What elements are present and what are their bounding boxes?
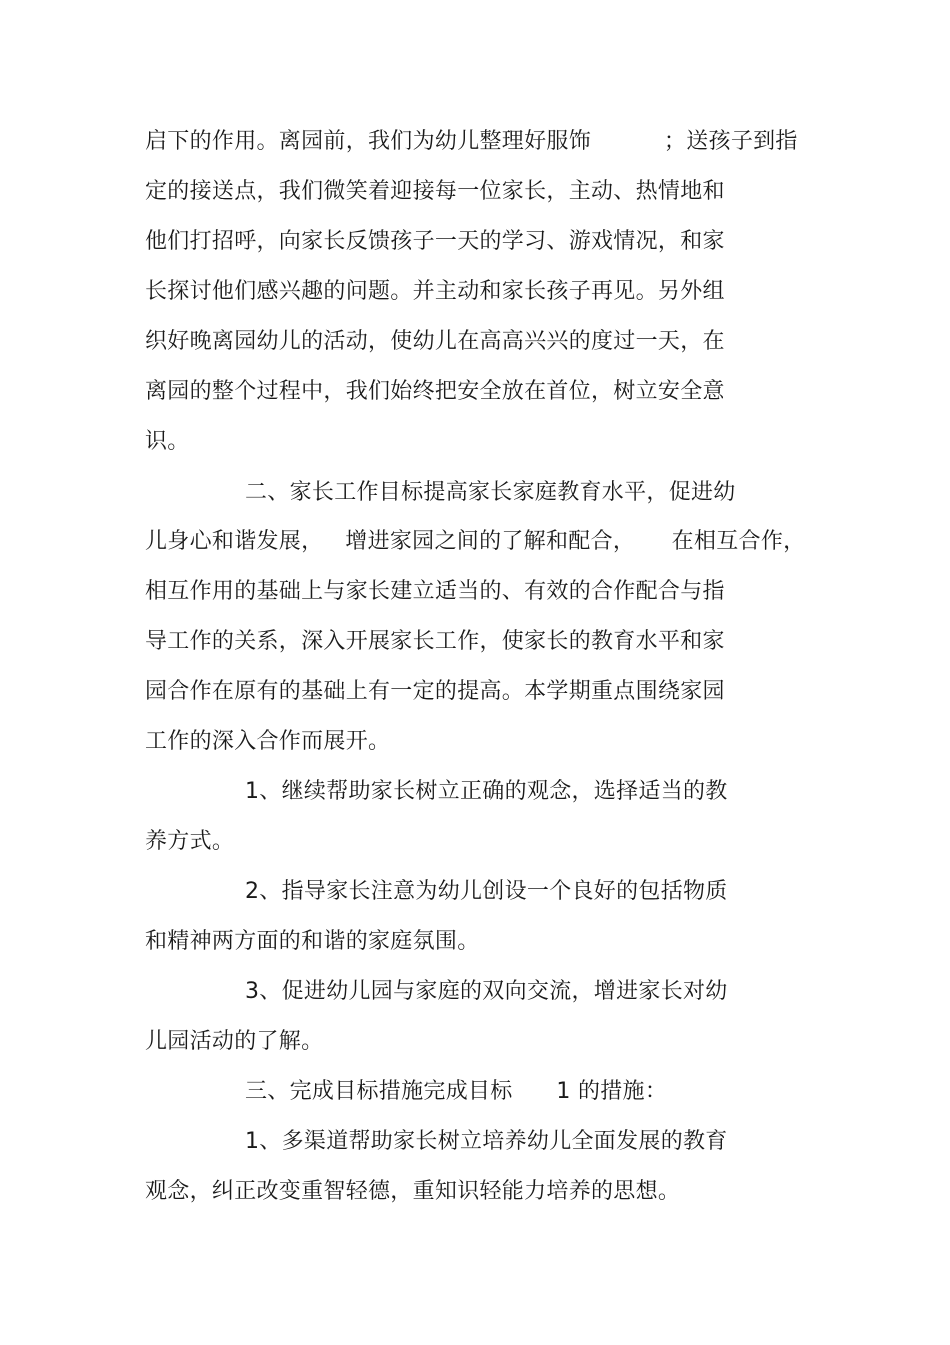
text-line: 工作的深入合作而展开。	[145, 729, 391, 754]
text-line: 定的接送点，我们微笑着迎接每一位家长，主动、热情地和	[145, 179, 725, 204]
text-line: 离园的整个过程中，我们始终把安全放在首位，树立安全意	[145, 379, 725, 404]
list-item: 1、继续帮助家长树立正确的观念，选择适当的教	[245, 779, 728, 804]
section-heading: 二、家长工作目标提高家长家庭教育水平，促进幼	[245, 480, 736, 505]
list-item: 2、指导家长注意为幼儿创设一个良好的包括物质	[245, 879, 728, 904]
list-item: 1、多渠道帮助家长树立培养幼儿全面发展的教育	[245, 1129, 728, 1154]
section-heading: 三、完成目标措施完成目标 1 的措施：	[245, 1079, 668, 1104]
text-line: 儿身心和谐发展， 增进家园之间的了解和配合， 在相互合作，	[145, 529, 806, 554]
text-line: 园合作在原有的基础上有一定的提高。本学期重点围绕家园	[145, 679, 725, 704]
text-line: 识。	[145, 429, 190, 454]
text-line: 织好晚离园幼儿的活动，使幼儿在高高兴兴的度过一天，在	[145, 329, 725, 354]
text-line: 导工作的关系，深入开展家长工作，使家长的教育水平和家	[145, 629, 725, 654]
text-line: 观念，纠正改变重智轻德，重知识轻能力培养的思想。	[145, 1179, 681, 1204]
text-line: 长探讨他们感兴趣的问题。并主动和家长孩子再见。另外组	[145, 279, 725, 304]
text-line: 儿园活动的了解。	[145, 1029, 324, 1054]
text-line: 养方式。	[145, 829, 235, 854]
text-line: 相互作用的基础上与家长建立适当的、有效的合作配合与指	[145, 579, 725, 604]
text-line: 和精神两方面的和谐的家庭氛围。	[145, 929, 480, 954]
list-item: 3、促进幼儿园与家庭的双向交流，增进家长对幼	[245, 979, 728, 1004]
text-line: 启下的作用。离园前，我们为幼儿整理好服饰 ；送孩子到指	[145, 129, 798, 154]
text-line: 他们打招呼，向家长反馈孩子一天的学习、游戏情况，和家	[145, 229, 725, 254]
